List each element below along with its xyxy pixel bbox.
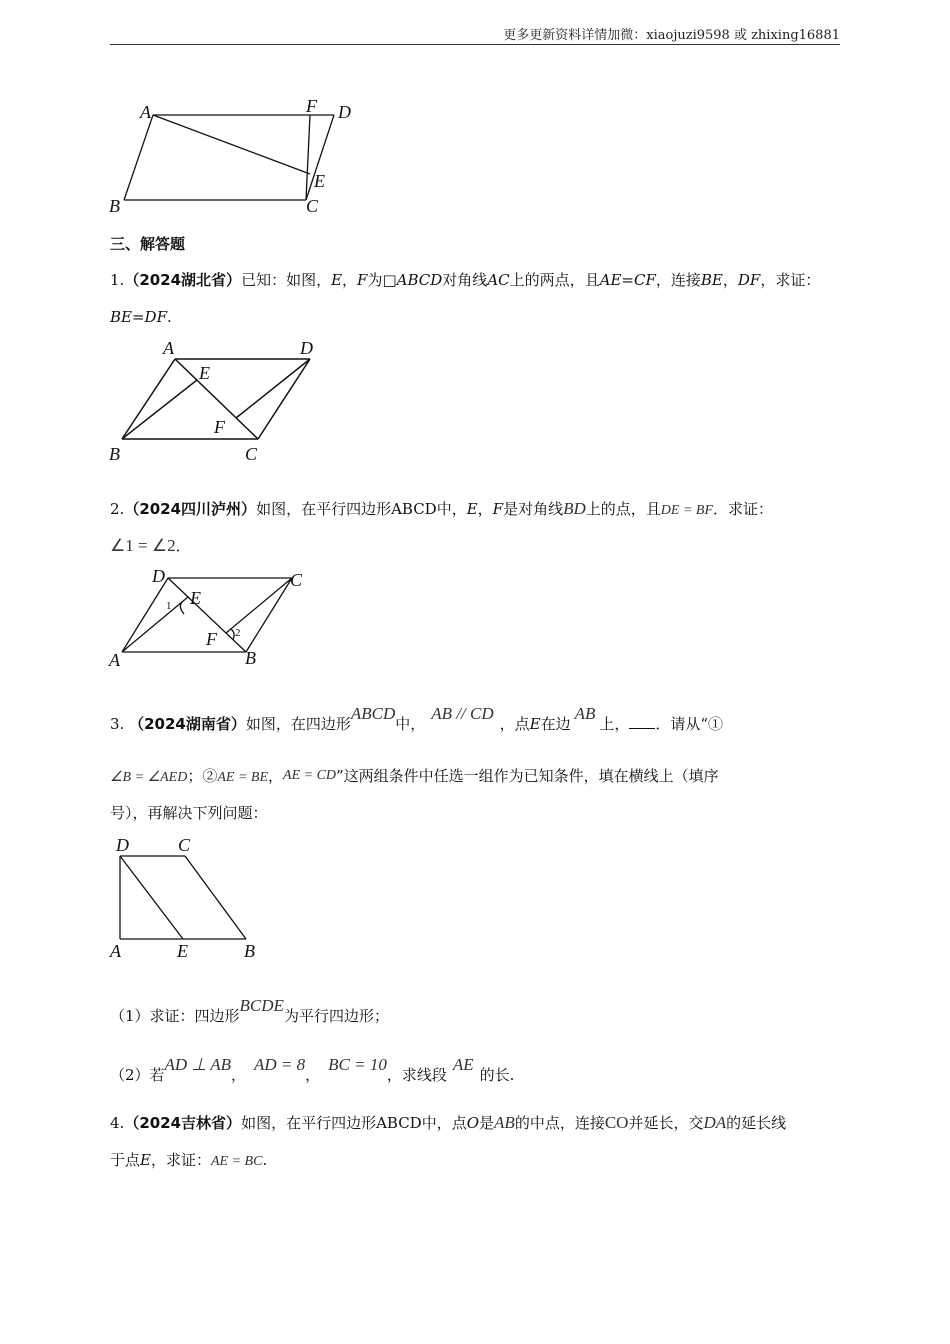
q4-end: . (262, 1151, 268, 1169)
q3-math: AB (574, 704, 596, 723)
label-B: B (109, 196, 120, 216)
q2-text: 是对角线 (503, 500, 564, 518)
label-C: C (245, 444, 258, 464)
label-C: C (178, 835, 191, 855)
q4-text: 于点 (110, 1151, 141, 1169)
figure-top-parallelogram (100, 92, 370, 222)
seg-AB (122, 359, 175, 439)
q3-math: AE = BE (217, 770, 268, 785)
q4-text: ，求证： (150, 1151, 211, 1169)
figure-q2 (100, 562, 320, 672)
q2-line2 (110, 536, 191, 556)
label-D: D (338, 102, 351, 122)
q1-number: 1. (110, 271, 125, 289)
q2-text: 上的点，且 (585, 500, 661, 518)
q2-var: E (466, 500, 478, 518)
label-F: F (214, 417, 225, 437)
label-C: C (306, 196, 319, 216)
label-B: B (109, 444, 120, 464)
seg-DF (236, 359, 310, 418)
q3-part1 (110, 996, 389, 1026)
angle-1-label: 1 (166, 600, 172, 612)
q3-part2-math: BC = 10 (328, 1055, 387, 1074)
q1-conclusion: BE=DF (110, 308, 167, 326)
label-E: E (199, 363, 210, 383)
label-F: F (306, 96, 317, 116)
q4-text: 并延长，交 (628, 1114, 704, 1132)
q2-conclusion: ∠1 = ∠2 (110, 536, 176, 555)
q3-line1 (110, 704, 724, 734)
q1-text: ，求证： (760, 271, 821, 289)
seg-CB (246, 578, 292, 652)
label-E: E (314, 171, 325, 191)
label-D: D (300, 338, 313, 358)
q3-math: AE = CD (283, 768, 337, 783)
seg-DC (258, 359, 310, 439)
q1-var: E (331, 271, 343, 289)
q3-part2-math: AD ⊥ AB (164, 1055, 231, 1074)
q3-part2-text: ， (230, 1066, 246, 1084)
q1-line1 (110, 270, 820, 290)
q3-math: ABCD (350, 704, 396, 723)
q3-part2-text: （2）若 (110, 1066, 165, 1084)
q3-text: 在边 (540, 715, 571, 733)
q3-answer-blank[interactable] (629, 714, 655, 729)
q1-line2 (110, 307, 172, 327)
q1-var: DF (737, 271, 761, 289)
header-text: 更多更新资料详情加微：xiaojuzi9598 或 zhixing16881 (503, 28, 840, 43)
q3-part2-text: 的长. (479, 1066, 515, 1084)
q4-var: O (466, 1114, 480, 1132)
q1-text: 已知：如图， (241, 271, 332, 289)
figure-q1 (100, 335, 340, 470)
q4-text: 的延长线 (726, 1114, 787, 1132)
q4-text: 的中点，连接 (514, 1114, 605, 1132)
q2-var: F (492, 500, 504, 518)
label-E: E (177, 941, 188, 961)
q1-text: ， (342, 271, 358, 289)
q3-text: ，点 (499, 715, 530, 733)
q4-math: AB (494, 1113, 515, 1132)
seg-AE (122, 597, 188, 652)
q2-source: （2024四川泸州） (124, 500, 257, 518)
q1-text: ，连接 (655, 271, 701, 289)
q3-number: 3. (110, 715, 125, 733)
seg-CB (185, 856, 246, 939)
label-B: B (245, 648, 256, 668)
angle-2-label: 2 (235, 627, 241, 639)
q1-var: □ABCD (382, 271, 443, 289)
seg-AB (124, 115, 153, 200)
q1-text: ， (722, 271, 738, 289)
label-E: E (190, 588, 201, 608)
q3-part2-math: AD = 8 (254, 1055, 306, 1074)
seg-AE (153, 115, 310, 174)
page-header (110, 24, 840, 45)
label-A: A (109, 650, 120, 670)
q4-source: （2024吉林省） (124, 1114, 242, 1132)
q2-text: ．求证： (713, 500, 774, 518)
seg-AD (122, 578, 168, 652)
q2-end: ． (175, 537, 191, 555)
q3-math: ∠B = ∠AED (110, 770, 188, 785)
q1-source: （2024湖北省） (124, 271, 242, 289)
q3-part2-text: ， (305, 1066, 321, 1084)
q4-math: DA (703, 1113, 727, 1132)
seg-BE (122, 380, 197, 439)
label-A: A (140, 102, 151, 122)
label-F: F (206, 629, 217, 649)
q2-line1 (110, 499, 773, 521)
q4-math: CO (604, 1113, 629, 1132)
q3-line2 (110, 766, 719, 788)
q1-text: 为 (367, 271, 383, 289)
label-D: D (116, 835, 129, 855)
q2-text: 如图，在平行四边形ABCD中， (256, 500, 467, 518)
q2-number: 2. (110, 500, 125, 518)
q3-part1-text: 为平行四边形； (283, 1007, 389, 1025)
q4-text: 是 (479, 1114, 495, 1132)
label-B: B (244, 941, 255, 961)
q4-line1 (110, 1113, 786, 1133)
q3-math: AB // CD (431, 704, 494, 723)
q3-var: E (529, 715, 541, 733)
q3-part2-text: ，求线段 (386, 1066, 447, 1084)
seg-FC (306, 115, 310, 200)
q3-text: ”这两组条件中任选一组作为已知条件，填在横线上（填序 (336, 767, 719, 785)
q1-text: 对角线 (442, 271, 488, 289)
q1-var: BE (700, 271, 723, 289)
q3-text: ， (268, 767, 284, 785)
q4-line2 (110, 1150, 267, 1172)
q4-text: 如图，在平行四边形ABCD中，点 (241, 1114, 467, 1132)
q3-text: ．请从“① (655, 715, 724, 733)
section-title: 三、解答题 (110, 235, 186, 253)
q1-end: . (166, 308, 172, 326)
q1-var: F (357, 271, 368, 289)
q3-line3: 号），再解决下列问题： (110, 804, 268, 822)
q3-part1-math: BCDE (239, 996, 284, 1015)
q1-var: AC (487, 271, 510, 289)
q3-text: 中， (395, 715, 426, 733)
q4-var: E (140, 1151, 151, 1169)
q1-text: 上的两点，且 (509, 271, 600, 289)
q3-part2-math: AE (452, 1055, 474, 1074)
label-D: D (152, 566, 165, 586)
seg-DE (120, 856, 183, 939)
q2-math: DE = BF (660, 503, 714, 518)
label-A: A (110, 941, 121, 961)
q4-number: 4. (110, 1114, 125, 1132)
label-C: C (290, 570, 303, 590)
q4-math: AE = BC (210, 1154, 263, 1169)
figure-q3 (100, 830, 280, 965)
q3-text: ；② (187, 767, 218, 785)
q3-part1-text: （1）求证：四边形 (110, 1007, 240, 1025)
q3-source: （2024湖南省） (129, 715, 246, 733)
q3-text: 如图，在四边形 (245, 715, 351, 733)
seg-CF (226, 578, 292, 633)
q1-var: AE=CF (599, 271, 656, 289)
q2-text: ， (477, 500, 493, 518)
q3-part2 (110, 1055, 515, 1085)
q3-text: 上， (599, 715, 630, 733)
label-A: A (163, 338, 174, 358)
q2-math: BD (563, 499, 586, 518)
angle-1-arc (180, 602, 184, 614)
